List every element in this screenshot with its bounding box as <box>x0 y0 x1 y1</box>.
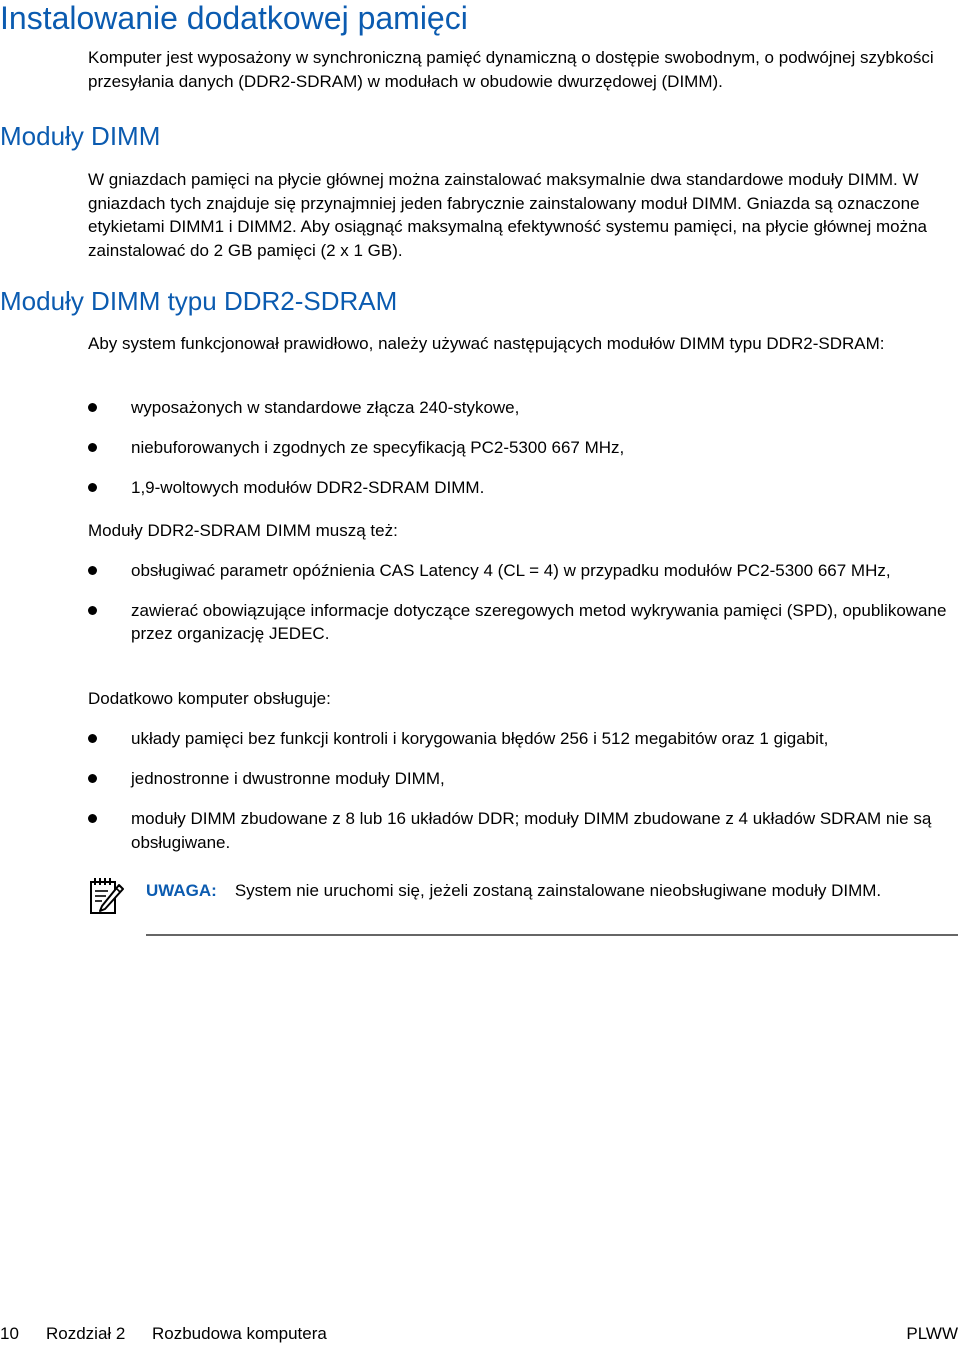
list-item-text: niebuforowanych i zgodnych ze specyfikacją PC2-5300 667 MHz, <box>131 438 625 457</box>
bullet-icon <box>88 566 97 575</box>
note-text-block <box>146 879 958 903</box>
bullet-icon <box>88 403 97 412</box>
bullet-icon <box>88 443 97 452</box>
support-intro-paragraph: Dodatkowo komputer obsługuje: <box>88 689 331 708</box>
support-list <box>88 727 958 871</box>
footer-code: PLWW <box>906 1324 958 1343</box>
list-item-text: układy pamięci bez funkcji kontroli i korygowania błędów 256 i 512 megabitów oraz 1 gigabit, <box>131 729 829 748</box>
page-footer <box>0 1324 960 1344</box>
intro-paragraph: Komputer jest wyposażony w synchroniczną pamięć dynamiczną o dostępie swobodnym, o podwójnej szybkości przesyłania danych (DDR2-SDRAM) w modułach w obudowie dwurzędowej (DIMM). <box>88 48 934 91</box>
must-list <box>88 559 958 662</box>
footer-page-number: 10 <box>0 1324 19 1343</box>
list-item-text: moduły DIMM zbudowane z 8 lub 16 układów DDR; moduły DIMM zbudowane z 4 układów SDRAM nie są obsługiwane. <box>131 809 932 852</box>
note-divider <box>146 934 958 936</box>
list-item <box>88 436 958 460</box>
requirements-list <box>88 396 958 516</box>
list-item <box>88 476 958 500</box>
notepad-pencil-icon <box>88 876 124 916</box>
list-item-text: obsługiwać parametr opóźnienia CAS Latency 4 (CL = 4) w przypadku modułów PC2-5300 667 MHz, <box>131 561 891 580</box>
footer-chapter: Rozdział 2 <box>46 1324 126 1343</box>
note-label: UWAGA: <box>146 881 217 900</box>
bullet-icon <box>88 606 97 615</box>
list-item-text: zawierać obowiązujące informacje dotyczące szeregowych metod wykrywania pamięci (SPD), opublikowane przez organizację JEDEC. <box>131 600 947 643</box>
page-title: Instalowanie dodatkowej pamięci <box>0 0 468 36</box>
list-item <box>88 727 958 751</box>
must-intro-paragraph: Moduły DDR2-SDRAM DIMM muszą też: <box>88 521 398 540</box>
list-item-text: jednostronne i dwustronne moduły DIMM, <box>131 769 445 788</box>
list-item <box>88 767 958 791</box>
bullet-icon <box>88 483 97 492</box>
section-heading-ddr2: Moduły DIMM typu DDR2-SDRAM <box>0 286 398 316</box>
bullet-icon <box>88 774 97 783</box>
footer-chapter-title: Rozbudowa komputera <box>152 1324 327 1343</box>
list-item <box>88 599 958 646</box>
list-item <box>88 396 958 420</box>
list-item-text: wyposażonych w standardowe złącza 240-stykowe, <box>131 398 520 417</box>
bullet-icon <box>88 734 97 743</box>
bullet-icon <box>88 814 97 823</box>
note-box <box>88 876 958 936</box>
dimm-paragraph: W gniazdach pamięci na płycie głównej można zainstalować maksymalnie dwa standardowe moduły DIMM. W gniazdach tych znajduje się przynajmniej jeden fabrycznie zainstalowany moduł DIMM. Gniazda są oznaczone etykietami DIMM1 i DIMM2. Aby osiągnąć maksymalną efektywność systemu pamięci, na płycie głównej można zainstalować do 2 GB pamięci (2 x 1 GB). <box>88 170 927 260</box>
ddr2-intro-paragraph: Aby system funkcjonował prawidłowo, należy używać następujących modułów DIMM typu DDR2-SDRAM: <box>88 334 885 353</box>
list-item <box>88 807 958 854</box>
list-item <box>88 559 958 583</box>
section-heading-dimm: Moduły DIMM <box>0 121 161 151</box>
list-item-text: 1,9-woltowych modułów DDR2-SDRAM DIMM. <box>131 478 485 497</box>
note-text: System nie uruchomi się, jeżeli zostaną zainstalowane nieobsługiwane moduły DIMM. <box>234 881 882 900</box>
